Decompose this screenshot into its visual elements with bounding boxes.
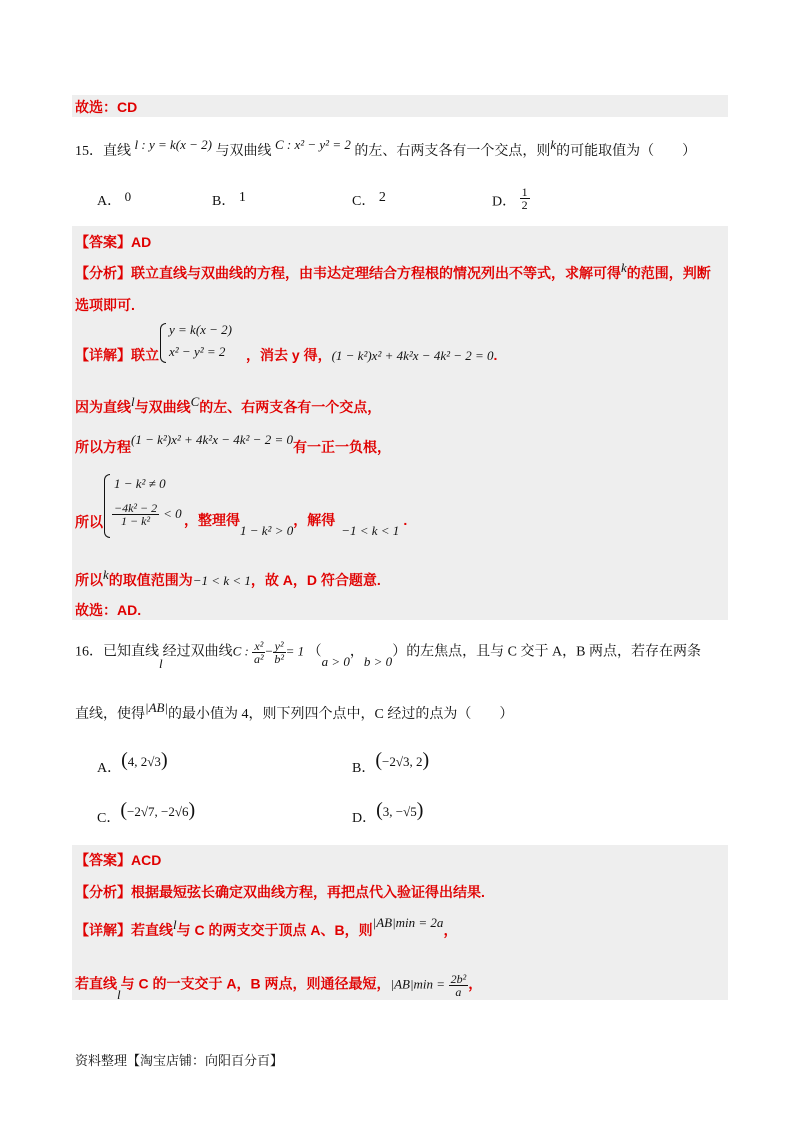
q15-ineq2 <box>112 502 182 527</box>
frac-y-denominator: b² <box>274 652 284 666</box>
q16-d2-fraction <box>449 973 469 998</box>
q15-para5 <box>75 567 381 590</box>
q16-stem-line1: 16．已知直线l经过双曲线C : $\frac{\text{x²}}{\text{a²}}$ − $\frac{\text{y²}}{\text{b²}}$ = 1 （a > 0，b > 0）的左焦点，且与 C 交于 A，B 两点，若存在两条 <box>75 639 701 671</box>
ineq2-numerator: −4k² − 2 <box>114 501 158 515</box>
option-value: 1 <box>238 190 246 205</box>
q16-number: 16． <box>75 644 103 660</box>
q16-d2-l: l <box>117 986 121 1002</box>
ineq2-denominator: 1 − k² <box>121 514 151 528</box>
q16-d1-comma: ， <box>443 922 458 938</box>
q15-detail-rest <box>246 345 497 365</box>
q15-option-b[interactable] <box>212 190 246 210</box>
q16-abs-ab: |AB| <box>145 700 169 715</box>
q15-ineq1: 1 − k² ≠ 0 <box>114 476 166 491</box>
q16-minus: − <box>265 643 273 659</box>
para3-text-1: 所以方程 <box>75 439 131 455</box>
q15-para2 <box>75 394 382 417</box>
q16-stem-line2 <box>75 700 514 723</box>
q16-option-b[interactable]: B．(−2√3, 2) <box>352 749 430 776</box>
q15-line-equation: l : y = k(x − 2) <box>134 137 212 152</box>
para4-text-1: ，整理得 <box>184 512 240 528</box>
detail-text: ，消去 y 得， <box>246 347 332 363</box>
frac-x-numerator: x² <box>254 639 264 653</box>
q15-option-a[interactable] <box>97 190 131 210</box>
para2-text-1: 因为直线 <box>75 399 131 415</box>
q15-system-brace <box>160 323 166 363</box>
q15-system-eq1: y = k(x − 2) <box>169 322 233 337</box>
q15-answer: 【答案】AD <box>75 234 152 250</box>
detail-equation: (1 − k²)x² + 4k²x − 4k² − 2 = 0 <box>331 348 494 363</box>
q16-option-d[interactable]: D．(3, −√5) <box>352 799 424 826</box>
option-label: D． <box>492 194 517 210</box>
footer-source: 资料整理【淘宝店铺：向阳百分百】 <box>75 1054 284 1069</box>
option-value: −2√3, 2 <box>382 754 423 769</box>
fraction-denominator: 2 <box>521 198 528 212</box>
q16-c-label: C : <box>232 643 249 659</box>
para5-text-1: 所以 <box>75 572 103 588</box>
q16-cond-a: a > 0 <box>321 653 350 669</box>
q16-text-1: 已知直线 <box>103 644 159 660</box>
d2-numerator: 2b² <box>450 972 467 986</box>
q15-k: k <box>550 137 557 152</box>
ineq2-relation: < 0 <box>163 506 182 522</box>
option-label: B． <box>212 194 236 209</box>
option-label: B． <box>352 761 376 776</box>
analysis-k: k <box>621 260 627 275</box>
option-value: −2√7, −2√6 <box>127 804 189 819</box>
para2-text-2: 与双曲线 <box>134 399 191 415</box>
q16-text-3: 的左焦点，且与 C 交于 A，B 两点，若存在两条 <box>406 644 701 660</box>
q16-comma: ， <box>349 644 364 660</box>
para3-equation: (1 − k²)x² + 4k²x − 4k² − 2 = 0 <box>131 432 293 447</box>
analysis-text-2: 的范围，判断 <box>626 265 711 281</box>
q16-d1-text-1: 【详解】若直线 <box>75 922 173 938</box>
q16-d1-equation: |AB|min = 2a <box>372 915 444 930</box>
q16-text-4: 直线，使得 <box>75 707 145 722</box>
para4-solution: −1 < k < 1 <box>341 523 400 538</box>
q16-option-a[interactable]: A．(4, 2√3) <box>97 749 168 776</box>
option-label: D． <box>352 811 377 826</box>
q16-d2-abs: |AB|min = <box>390 976 446 992</box>
q16-text-5: 的最小值为 4，则下列四个点中，C 经过的点为（ ） <box>168 707 514 722</box>
para5-text-2: 的取值范围为 <box>108 572 193 588</box>
para5-range: −1 < k < 1 <box>192 573 251 588</box>
option-label: A． <box>97 761 122 776</box>
q16-l: l <box>159 655 163 671</box>
previous-answer: 故选：CD <box>75 99 138 115</box>
para5-k: k <box>103 567 109 582</box>
para2-c: C <box>190 394 200 409</box>
q16-d2-comma: ， <box>468 975 483 992</box>
q15-text-3: 的左、右两支各有一个交点，则 <box>354 144 551 159</box>
option-value: 0 <box>124 189 132 204</box>
q16-equals-one: = 1 <box>285 643 305 659</box>
previous-answer-band <box>72 95 728 117</box>
q15-curve-equation: C : x² − y² = 2 <box>274 137 351 152</box>
q15-stem <box>75 137 697 160</box>
q15-para3 <box>75 432 391 457</box>
q16-frac-x <box>252 640 265 665</box>
option-value: 2 <box>378 190 386 205</box>
detail-period: . <box>493 347 498 363</box>
option-value: 3, −√5 <box>382 804 417 819</box>
q15-system-eq2: x² − y² = 2 <box>169 344 226 359</box>
para4-equation: 1 − k² > 0 <box>240 523 294 538</box>
fraction-numerator: 1 <box>521 185 528 199</box>
ineq2-fraction <box>112 502 159 527</box>
q15-ineq-brace <box>104 474 110 538</box>
q16-frac-y <box>273 640 286 665</box>
option-label: C． <box>97 811 121 826</box>
q16-d2-text-1: 若直线 <box>75 975 117 992</box>
q16-detail-line1 <box>75 915 458 940</box>
para2-text-3: 的左、右两支各有一个交点， <box>199 399 382 415</box>
q16-text-2: 经过双曲线 <box>162 644 233 660</box>
para5-text-3: ，故 A，D 符合题意. <box>250 572 381 588</box>
q16-cond-b: b > 0 <box>363 653 393 669</box>
q15-text-2: 与双曲线 <box>215 144 272 159</box>
q16-option-c[interactable]: C．(−2√7, −2√6) <box>97 799 196 826</box>
q15-final-answer: 故选：AD. <box>75 602 142 618</box>
frac-y-numerator: y² <box>274 639 284 653</box>
q15-analysis-cont: 选项即可. <box>75 297 135 313</box>
option-label: A． <box>97 194 122 209</box>
q15-number: 15． <box>75 144 103 159</box>
q15-para4-rest <box>184 510 408 538</box>
q16-d1-l: l <box>173 917 177 932</box>
para2-l: l <box>131 394 135 409</box>
d2-denominator: a <box>455 985 462 999</box>
q15-solution-band <box>72 226 728 620</box>
option-value: 4, 2√3 <box>127 754 161 769</box>
frac-x-denominator: a² <box>254 652 264 666</box>
q15-text-1: 直线 <box>103 144 131 159</box>
q15-detail-label: 【详解】联立 <box>75 347 159 363</box>
para3-text-2: 有一正一负根， <box>292 439 391 455</box>
q16-analysis: 【分析】根据最短弦长确定双曲线方程，再把点代入验证得出结果. <box>75 884 485 900</box>
para4-period: . <box>403 512 408 528</box>
q15-option-d[interactable] <box>492 185 530 215</box>
option-fraction <box>520 186 530 211</box>
q15-analysis <box>75 260 711 283</box>
para4-text-2: ，解得 <box>293 512 336 528</box>
analysis-text-1: 【分析】联立直线与双曲线的方程，由韦达定理结合方程根的情况列出不等式，求解可得 <box>75 265 621 281</box>
q16-d2-text-2: 与 C 的一支交于 A，B 两点，则通径最短， <box>120 975 391 992</box>
q15-option-c[interactable] <box>352 190 386 210</box>
option-label: C． <box>352 194 376 209</box>
q16-d1-text-2: 与 C 的两支交于顶点 A、B，则 <box>176 922 373 938</box>
q16-detail-line2 <box>75 972 483 1002</box>
q15-text-4: 的可能取值为（ ） <box>556 144 697 159</box>
q15-para4-label: 所以 <box>75 514 103 530</box>
q16-answer: 【答案】ACD <box>75 852 162 868</box>
